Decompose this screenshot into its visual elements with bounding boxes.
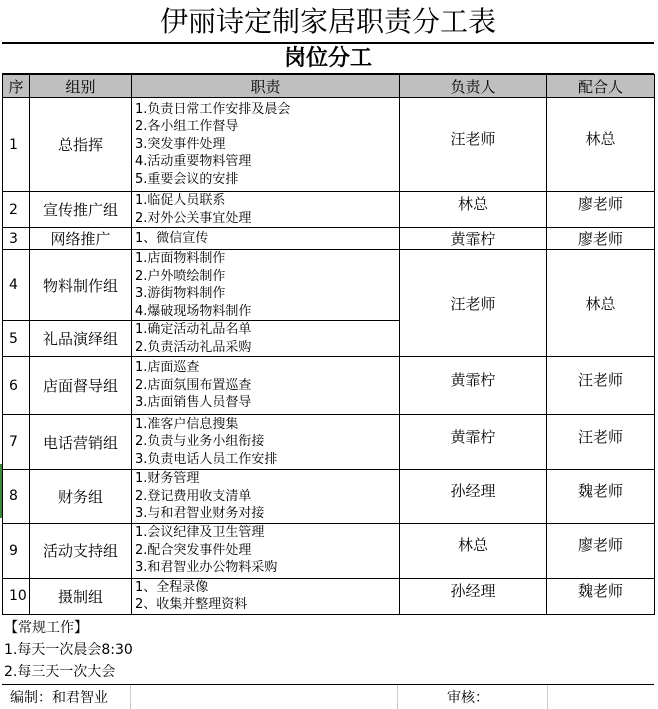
duty-item: 2.登记费用收支清单 bbox=[135, 488, 252, 504]
owner-name: 黄霏柠 bbox=[450, 371, 496, 389]
table-row bbox=[3, 523, 655, 578]
assist-cell bbox=[547, 523, 655, 578]
assist-name: 魏老师 bbox=[577, 481, 623, 500]
duty-list bbox=[132, 321, 400, 357]
owner-name: 孙经理 bbox=[450, 481, 496, 500]
notes-item: 1.每天一次晨会8:30 bbox=[4, 642, 133, 658]
owner-name: 汪老师 bbox=[450, 130, 496, 148]
owner-name: 黄霏柠 bbox=[450, 427, 496, 446]
duty-item: 1.负责日常工作安排及晨会 bbox=[135, 101, 291, 117]
assist-name: 廖老师 bbox=[577, 230, 623, 248]
group-name: 店面督导组 bbox=[30, 357, 132, 415]
assist-name: 林总 bbox=[585, 130, 616, 148]
row-number: 10 bbox=[3, 578, 30, 614]
group-name: 网络推广 bbox=[30, 228, 132, 250]
row-number: 3 bbox=[3, 228, 30, 250]
owner-cell bbox=[400, 98, 547, 192]
selection-edge bbox=[0, 464, 2, 518]
duty-item: 1.会议纪律及卫生管理 bbox=[135, 525, 265, 541]
duty-item: 2.负责与业务小组衔接 bbox=[135, 434, 265, 450]
owner-cell bbox=[400, 415, 547, 470]
row-number: 9 bbox=[3, 523, 30, 578]
group-name: 宣传推广组 bbox=[30, 192, 132, 228]
duty-list bbox=[132, 192, 400, 228]
assist-cell bbox=[547, 228, 655, 250]
header-group: 组别 bbox=[30, 75, 132, 98]
table-row bbox=[3, 578, 655, 614]
header-no: 序 bbox=[3, 75, 30, 98]
table-row bbox=[3, 470, 655, 524]
table-row bbox=[3, 357, 655, 415]
duty-item: 2.配合突发事件处理 bbox=[135, 542, 252, 558]
assist-cell bbox=[547, 250, 655, 357]
assist-cell bbox=[547, 192, 655, 228]
duty-item: 1.店面巡查 bbox=[135, 360, 200, 376]
assist-name: 廖老师 bbox=[577, 536, 623, 554]
owner-cell bbox=[400, 192, 547, 228]
duty-item: 1.确定活动礼品名单 bbox=[135, 322, 252, 337]
owner-cell bbox=[400, 228, 547, 250]
cell-divider bbox=[397, 685, 398, 709]
duty-list bbox=[132, 98, 400, 192]
table-row bbox=[3, 98, 655, 192]
cell-divider bbox=[547, 685, 548, 709]
duty-item: 1、全程录像 bbox=[135, 579, 209, 595]
table-row bbox=[3, 250, 655, 321]
duty-item: 3.负责电话人员工作安排 bbox=[135, 451, 278, 467]
duty-item: 2.对外公关事宜处理 bbox=[135, 210, 252, 226]
owner-cell bbox=[400, 250, 547, 357]
footer bbox=[2, 684, 654, 709]
duty-list bbox=[132, 470, 400, 524]
document-title: 伊丽诗定制家居职责分工表 bbox=[2, 0, 654, 44]
duty-list bbox=[132, 578, 400, 614]
duty-item: 3.店面销售人员督导 bbox=[135, 395, 252, 411]
reviewer-label: 审核： bbox=[447, 690, 489, 706]
duty-item: 2.户外喷绘制作 bbox=[135, 268, 226, 284]
duty-list bbox=[132, 357, 400, 415]
duty-item: 5.重要会议的安排 bbox=[135, 171, 239, 187]
duty-item: 4.活动重要物料管理 bbox=[135, 154, 252, 170]
assist-name: 林总 bbox=[585, 294, 616, 313]
cell-divider bbox=[130, 685, 131, 709]
assist-cell bbox=[547, 470, 655, 524]
group-name: 摄制组 bbox=[30, 578, 132, 614]
duty-item: 2.各小组工作督导 bbox=[135, 119, 239, 135]
table-row bbox=[3, 415, 655, 470]
row-number: 7 bbox=[3, 415, 30, 470]
row-number: 1 bbox=[3, 98, 30, 192]
assist-name: 汪老师 bbox=[577, 371, 623, 389]
duty-item: 2.店面氛围布置巡查 bbox=[135, 377, 252, 393]
owner-cell bbox=[400, 578, 547, 614]
owner-cell bbox=[400, 357, 547, 415]
row-number: 4 bbox=[3, 250, 30, 321]
row-number: 2 bbox=[3, 192, 30, 228]
table-row bbox=[3, 192, 655, 228]
duty-item: 1.店面物料制作 bbox=[135, 251, 226, 266]
duty-item: 1.准客户信息搜集 bbox=[135, 416, 239, 432]
duty-item: 3.突发事件处理 bbox=[135, 136, 226, 152]
table-row bbox=[3, 228, 655, 250]
owner-name: 林总 bbox=[457, 536, 488, 554]
row-number: 5 bbox=[3, 321, 30, 357]
header-owner: 负责人 bbox=[400, 75, 547, 98]
duty-item: 2、收集并整理资料 bbox=[135, 597, 248, 612]
editor-label: 编制：和君智业 bbox=[10, 690, 108, 706]
duty-item: 1、微信宣传 bbox=[135, 230, 209, 246]
table-header-row bbox=[3, 75, 655, 98]
duty-table bbox=[2, 74, 655, 615]
assist-name: 汪老师 bbox=[577, 427, 623, 446]
owner-name: 汪老师 bbox=[450, 294, 496, 313]
row-number: 6 bbox=[3, 357, 30, 415]
owner-cell bbox=[400, 470, 547, 524]
duty-list bbox=[132, 228, 400, 250]
group-name: 总指挥 bbox=[30, 98, 132, 192]
assist-cell bbox=[547, 415, 655, 470]
group-name: 电话营销组 bbox=[30, 415, 132, 470]
owner-name: 孙经理 bbox=[450, 581, 496, 600]
assist-name: 廖老师 bbox=[577, 195, 623, 213]
notes bbox=[4, 617, 133, 683]
duty-item: 3.游街物料制作 bbox=[135, 286, 226, 301]
group-name: 财务组 bbox=[30, 470, 132, 524]
duty-list bbox=[132, 523, 400, 578]
row-number: 8 bbox=[3, 470, 30, 524]
duty-item: 2.负责活动礼品采购 bbox=[135, 339, 252, 355]
section-title: 岗位分工 bbox=[2, 43, 654, 74]
duty-item: 4.爆破现场物料制作 bbox=[135, 303, 252, 319]
header-assist: 配合人 bbox=[547, 75, 655, 98]
assist-cell bbox=[547, 98, 655, 192]
owner-name: 黄霏柠 bbox=[450, 230, 496, 248]
group-name: 礼品演绎组 bbox=[30, 321, 132, 357]
assist-name: 魏老师 bbox=[577, 581, 623, 600]
assist-cell bbox=[547, 357, 655, 415]
group-name: 物料制作组 bbox=[30, 250, 132, 321]
header-duty: 职责 bbox=[132, 75, 400, 98]
group-name: 活动支持组 bbox=[30, 523, 132, 578]
duty-list bbox=[132, 415, 400, 470]
duty-list bbox=[132, 250, 400, 321]
duty-item: 3.和君智业办公物料采购 bbox=[135, 560, 278, 576]
duty-item: 1.财务管理 bbox=[135, 471, 200, 486]
assist-cell bbox=[547, 578, 655, 614]
owner-name: 林总 bbox=[457, 195, 488, 213]
duty-item: 1.临促人员联系 bbox=[135, 193, 226, 208]
notes-heading: 【常规工作】 bbox=[4, 620, 88, 636]
notes-item: 2.每三天一次大会 bbox=[4, 664, 116, 680]
owner-cell bbox=[400, 523, 547, 578]
duty-item: 3.与和君智业财务对接 bbox=[135, 506, 265, 521]
